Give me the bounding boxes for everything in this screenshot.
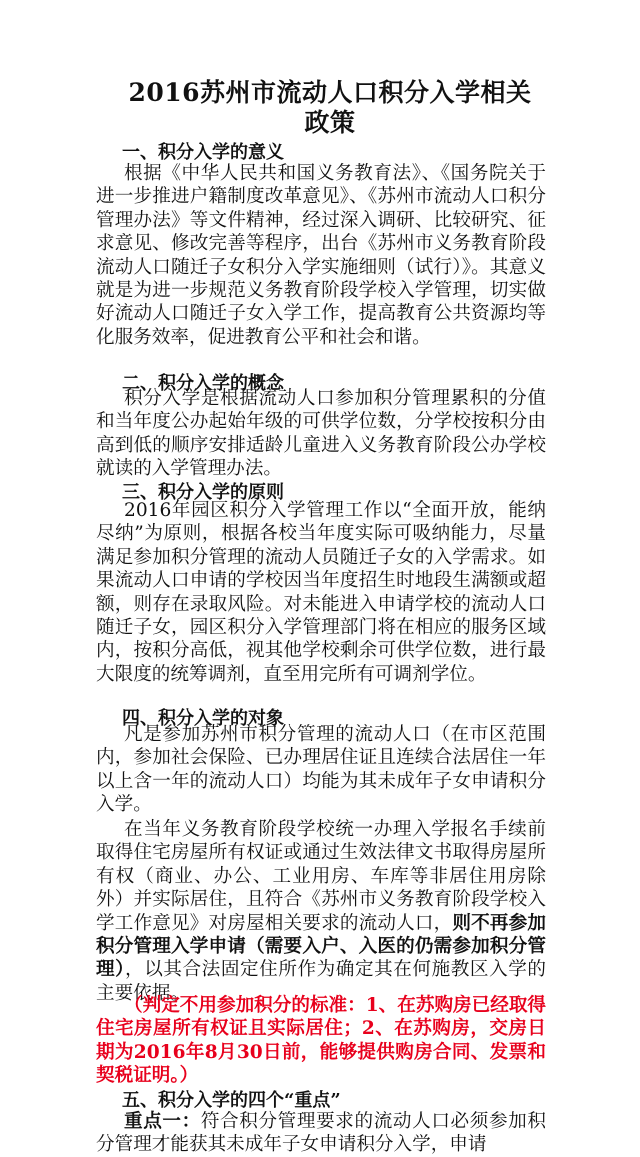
key-point-1-text: 符合积分管理要求的流动人口必须参加积分管理才能获其未成年子女申请积分入学，申请 xyxy=(96,1111,546,1156)
key-point-1-label: 重点一： xyxy=(124,1111,201,1132)
target-2-text: 在当年义务教育阶段学校统一办理入学报名手续前取得住宅房屋所有权证或通过生效法律文书取得房屋所有权（商业、办公、工业用房、车库等非居住用房除外）并实际居住，且符合《苏州市义务教育阶段学校入学工作意见》对房屋相关要求的流动人口， xyxy=(96,819,546,934)
section-heading-target: 四、积分入学的对象 xyxy=(122,708,284,729)
page-title xyxy=(120,78,540,138)
target-2-tail: ，以其合法固定住所作为确定其在何施教区入学的主要依据。 xyxy=(96,959,546,1004)
page-title-line1: 2016苏州市流动人口积分入学相关 xyxy=(128,78,532,107)
section-paragraph-concept: 积分入学是根据流动人口参加积分管理累积的分值和当年度公办起始年级的可供学位数，分学校按积分由高到低的顺序安排适龄儿童进入义务教育阶段公办学校就读的入学管理办法。 xyxy=(96,388,546,480)
target-2-emphasis: 则不再参加积分管理入学申请（需要入户、入医的仍需参加积分管理） xyxy=(96,912,546,981)
section-paragraph-target-2 xyxy=(96,818,546,1005)
section-heading-principle: 三、积分入学的原则 xyxy=(122,482,284,503)
section-paragraph-principle: 2016年园区积分入学管理工作以“全面开放，能纳尽纳”为原则，根据各校当年度实际可吸纳能力，尽量满足参加积分管理的流动人员随迁子女的入学需求。如果流动人口申请的学校因当年度招生时地段生满额或超额，则存在录取风险。对未能进入申请学校的流动人口随迁子女，园区积分入学管理部门将在相应的服务区域内，按积分高低，视其他学校剩余可供学位数，进行最大限度的统筹调剂，直至用完所有可调剂学位。 xyxy=(96,500,546,685)
page-title-line2: 政策 xyxy=(304,108,356,137)
section-paragraph-key-point-1 xyxy=(96,1110,546,1157)
section-paragraph-target-1: 凡是参加苏州市积分管理的流动人口（在市区范围内，参加社会保险、已办理居住证且连续合法居住一年以上含一年的流动人口）均能为其未成年子女申请积分入学。 xyxy=(96,724,546,816)
section-heading-meaning: 一、积分入学的意义 xyxy=(122,142,284,163)
section-heading-key-points: 五、积分入学的四个“重点” xyxy=(122,1090,341,1111)
exemption-criteria-note: （判定不用参加积分的标准：1、在苏购房已经取得住宅房屋所有权证且实际居住；2、在苏购房，交房日期为2016年8月30日前，能够提供购房合同、发票和契税证明。） xyxy=(96,995,547,1087)
section-paragraph-meaning: 根据《中华人民共和国义务教育法》、《国务院关于进一步推进户籍制度改革意见》、《苏州市流动人口积分管理办法》等文件精神，经过深入调研、比较研究、征求意见、修改完善等程序，出台《苏州市义务教育阶段流动人口随迁子女积分入学实施细则（试行）》。其意义就是为进一步规范义务教育阶段学校入学管理，切实做好流动人口随迁子女入学工作，提高教育公共资源均等化服务效率，促进教育公平和社会和谐。 xyxy=(96,163,546,348)
section-heading-concept: 二、积分入学的概念 xyxy=(122,373,284,394)
